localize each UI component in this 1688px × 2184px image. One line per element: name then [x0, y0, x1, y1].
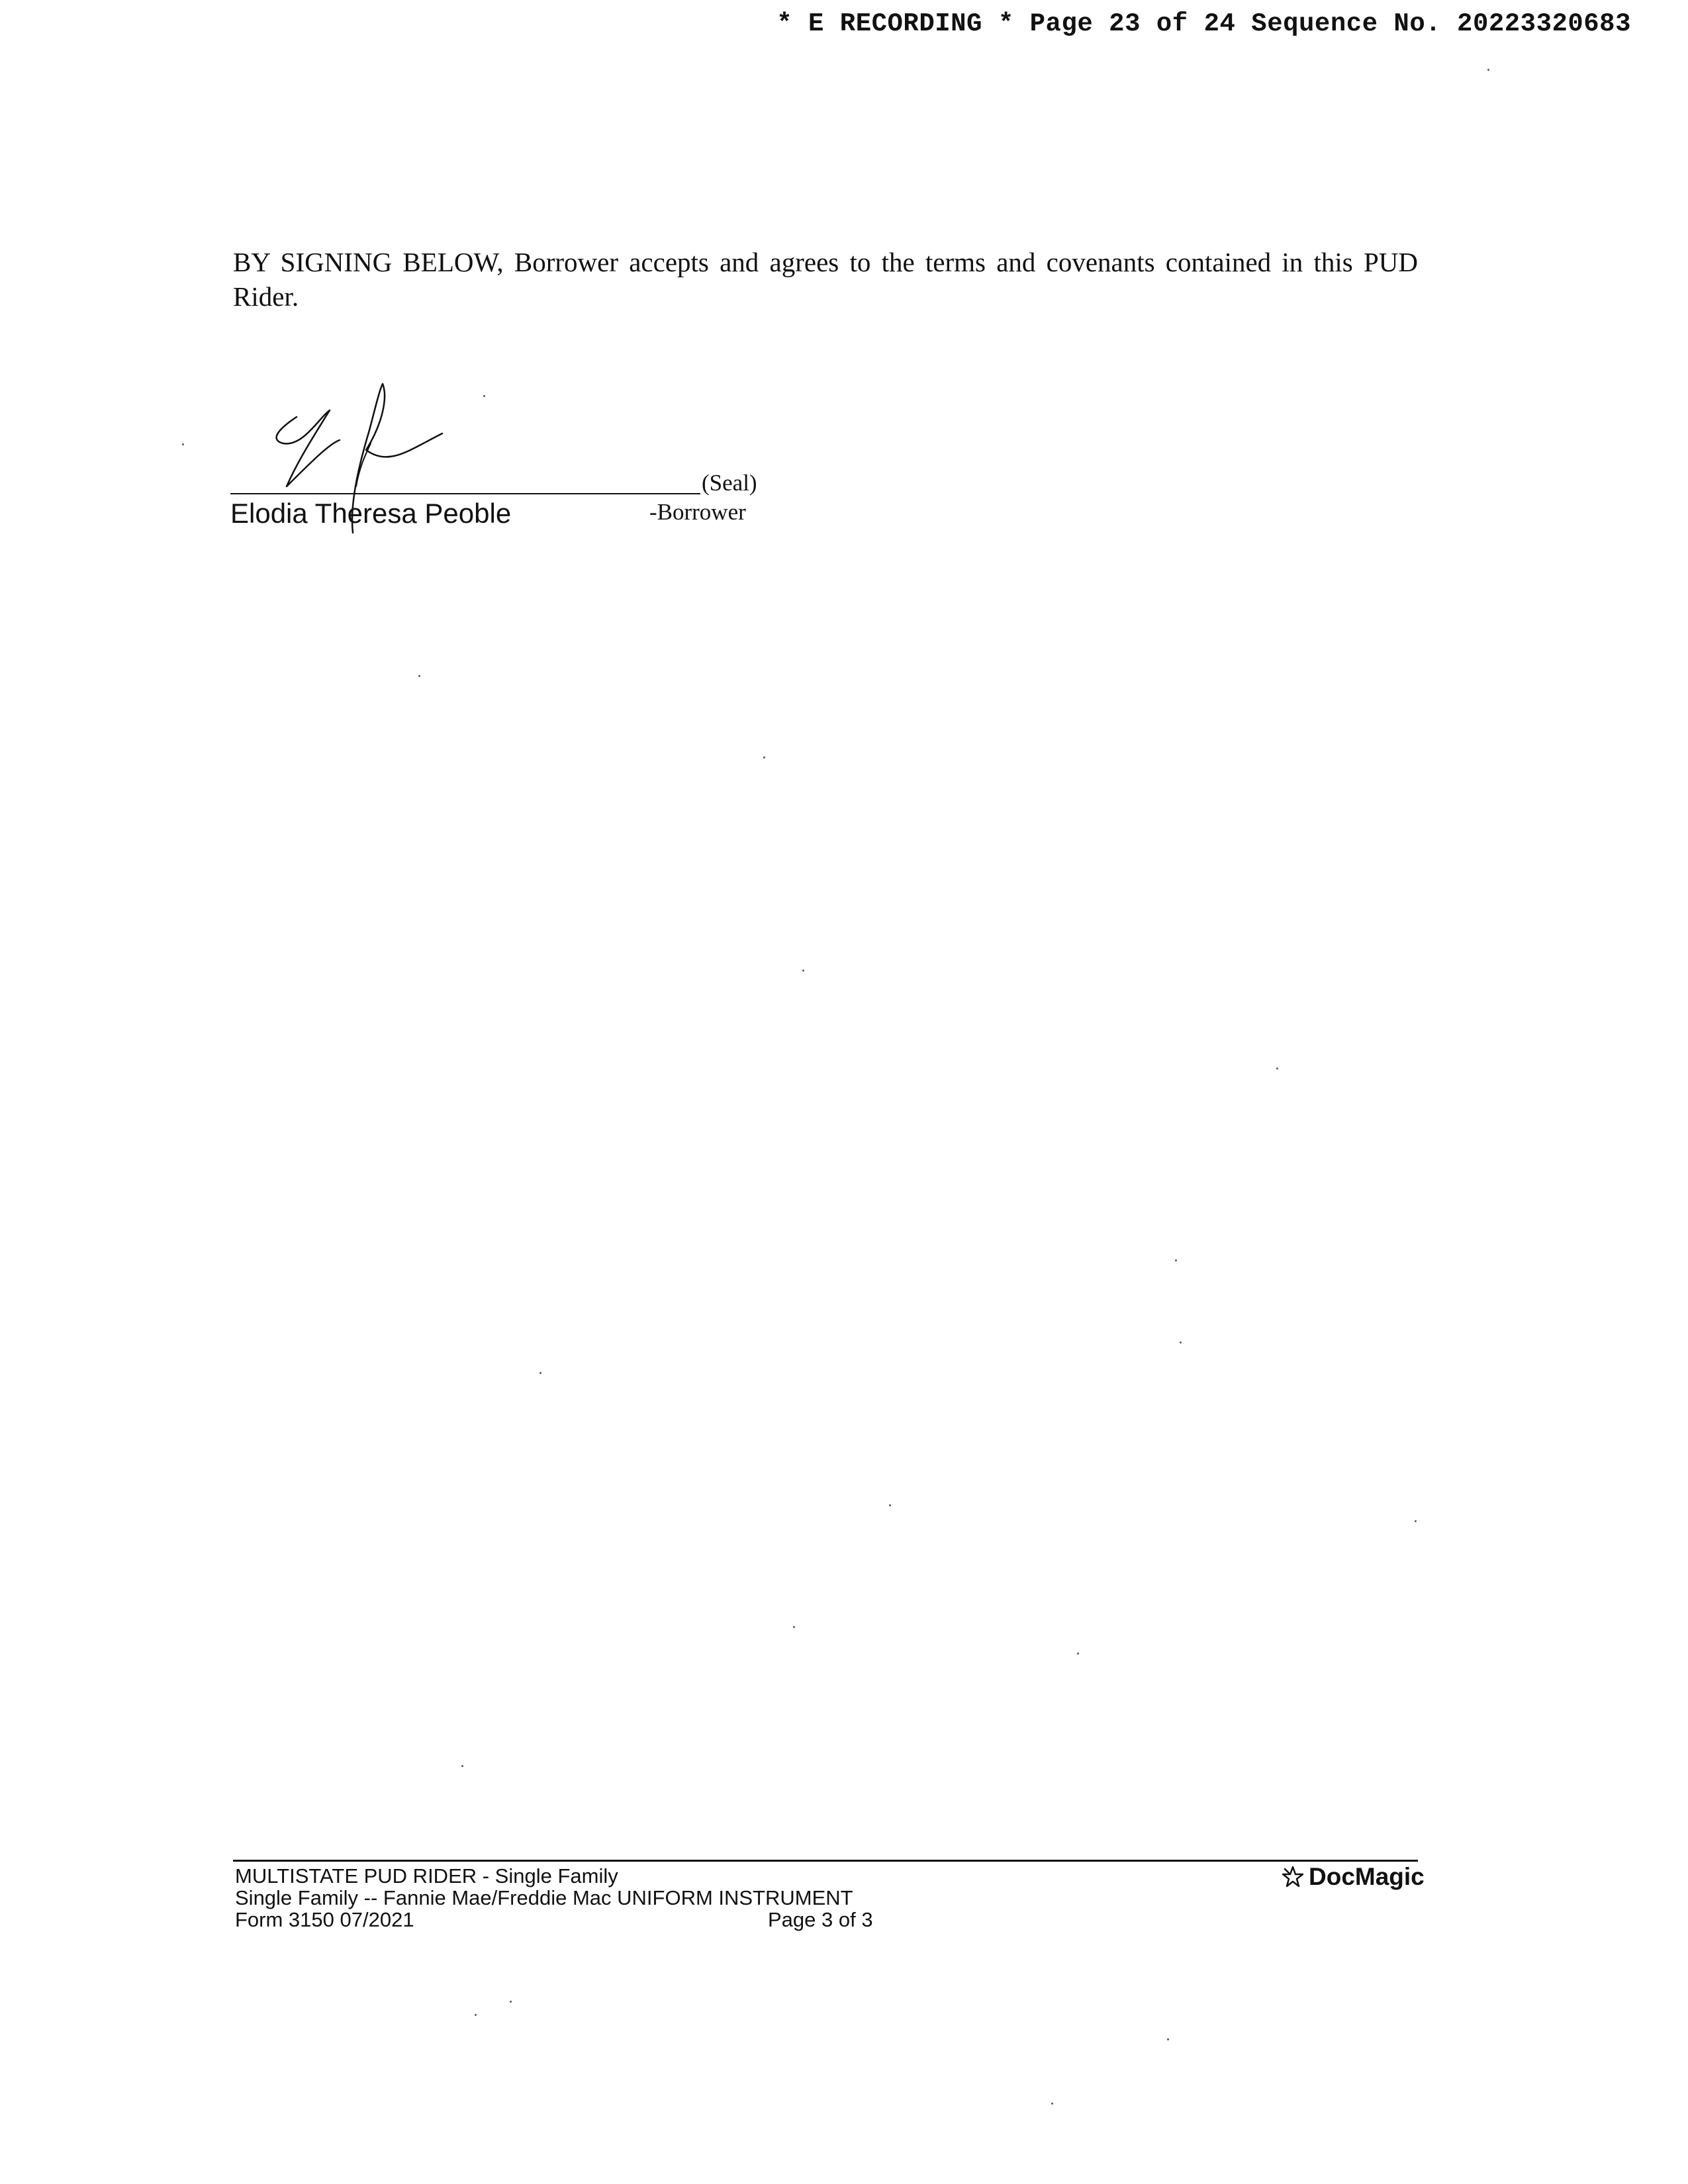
- footer-form-number-line: [235, 1909, 963, 1931]
- docmagic-logo-text: DocMagic: [1309, 1863, 1425, 1890]
- scan-speck: [475, 2014, 477, 2016]
- scan-speck: [1180, 1342, 1182, 1343]
- scan-speck: [182, 443, 184, 445]
- scan-speck: [418, 675, 420, 677]
- footer-form-number: Form 3150 07/2021: [235, 1908, 414, 1931]
- scan-speck: [1487, 69, 1489, 71]
- scan-speck: [1276, 1068, 1278, 1069]
- footer-form-title: MULTISTATE PUD RIDER - Single Family: [235, 1864, 618, 1888]
- footer-instrument-line: Single Family -- Fannie Mae/Freddie Mac UNIFORM INSTRUMENT: [235, 1886, 853, 1909]
- scan-speck: [1415, 1520, 1417, 1522]
- star-outline-icon: [1281, 1865, 1305, 1889]
- scan-speck: [1077, 1653, 1079, 1655]
- scan-speck: [1167, 2038, 1169, 2040]
- scan-speck: [510, 2001, 512, 2003]
- scan-speck: [1175, 1259, 1177, 1261]
- scan-speck: [763, 756, 765, 758]
- footer-form-info: [235, 1865, 963, 1931]
- signature-block: [230, 377, 780, 536]
- seal-label: (Seal): [702, 470, 757, 496]
- recording-stamp: * E RECORDING * Page 23 of 24 Sequence No. 20223320683: [776, 9, 1631, 38]
- scan-speck: [889, 1504, 891, 1506]
- signature-line: [230, 493, 700, 494]
- scan-speck: [461, 1765, 463, 1767]
- borrower-name: Elodia Theresa Peoble: [230, 498, 512, 529]
- scan-speck: [793, 1626, 795, 1628]
- footer-page-number: Page 3 of 3: [768, 1908, 873, 1931]
- scan-speck: [1051, 2103, 1053, 2105]
- docmagic-logo: [1281, 1863, 1425, 1891]
- scan-speck: [539, 1372, 541, 1374]
- scan-speck: [483, 395, 485, 397]
- scan-speck: [802, 970, 804, 972]
- footer-divider: [233, 1860, 1418, 1862]
- borrower-role-label: -Borrower: [649, 499, 746, 525]
- signing-statement: BY SIGNING BELOW, Borrower accepts and agrees to the terms and covenants contained in this PUD Rider.: [233, 247, 1418, 312]
